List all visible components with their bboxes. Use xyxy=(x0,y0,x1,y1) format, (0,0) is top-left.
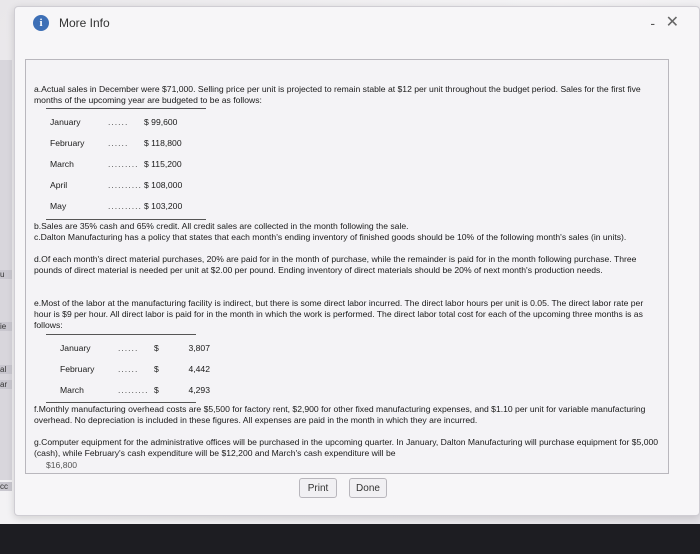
table-row xyxy=(60,338,210,359)
more-info-dialog xyxy=(14,6,700,516)
divider xyxy=(46,219,206,220)
table-row xyxy=(60,359,210,380)
sales-month: April xyxy=(50,180,68,190)
background-fragment: ie xyxy=(0,322,12,331)
table-row xyxy=(50,196,214,217)
leader-dots: ......... xyxy=(108,159,139,169)
item-a-text: a.Actual sales in December were $71,000. Selling price per unit is projected to remain stable at $12 per unit throughout the budget period. Sales for the first five months of the upcoming year are budgeted to be as follows: xyxy=(34,84,641,105)
taskbar xyxy=(0,524,700,554)
dialog-titlebar xyxy=(15,7,699,39)
sales-amount: $ 99,600 xyxy=(144,117,178,127)
item-d-text: d.Of each month's direct material purchases, 20% are paid for in the month of purchase, while the remainder is paid for in the month following purchase. Three pounds of direct material is needed per unit at $2.00 per pound. Ending inventory of direct materials should be 20% of next month's production needs. xyxy=(34,254,637,275)
background-fragment: ar xyxy=(0,380,12,389)
background-fragment: u xyxy=(0,270,12,279)
background-fragment: cc xyxy=(0,482,12,491)
minimize-button[interactable]: - xyxy=(650,15,655,31)
sales-month: February xyxy=(50,138,85,148)
table-row xyxy=(50,133,214,154)
leader-dots: .......... xyxy=(108,201,142,211)
labor-table xyxy=(60,338,210,401)
leader-dots: .......... xyxy=(108,180,142,190)
labor-amount: 3,807 xyxy=(188,343,210,353)
divider xyxy=(46,402,196,403)
sales-amount: $ 108,000 xyxy=(144,180,183,190)
labor-currency: $ xyxy=(154,364,159,374)
item-c-text: c.Dalton Manufacturing has a policy that states that each month's ending inventory of finished goods should be 10% of the following month's sales (in units). xyxy=(34,232,627,242)
labor-currency: $ xyxy=(154,343,159,353)
table-row xyxy=(50,112,214,133)
table-row xyxy=(60,380,210,401)
item-g-cut-text: $16,800 xyxy=(46,460,78,470)
labor-month: January xyxy=(60,343,91,353)
labor-month: February xyxy=(60,364,95,374)
leader-dots: ...... xyxy=(108,117,129,127)
item-e-text: e.Most of the labor at the manufacturing facility is indirect, but there is some direct labor incurred. The direct labor hours per unit is 0.05. The direct labor rate per hour is $9 per hour. All direct labor is paid for in the month in which the work is performed. The direct labor total cost for each of the upcoming three months is as follows: xyxy=(34,298,644,330)
dialog-title: More Info xyxy=(59,16,110,30)
divider xyxy=(46,334,196,335)
table-row xyxy=(50,154,214,175)
item-g-text: g.Computer equipment for the administrative offices will be purchased in the upcoming quarter. In January, Dalton Manufacturing will purchase equipment for $5,000 (cash), while February's cash expenditure will be $12,200 and March's cash expenditure will be xyxy=(34,437,659,458)
background-fragment: al xyxy=(0,365,12,374)
sales-month: May xyxy=(50,201,67,211)
sales-month: January xyxy=(50,117,81,127)
sales-amount: $ 103,200 xyxy=(144,201,183,211)
leader-dots: ...... xyxy=(108,138,129,148)
background-window-strip xyxy=(0,60,12,491)
divider xyxy=(46,108,206,109)
info-content-panel[interactable] xyxy=(25,59,669,474)
leader-dots: ...... xyxy=(118,364,139,374)
leader-dots: ......... xyxy=(118,385,149,395)
sales-amount: $ 115,200 xyxy=(144,159,182,169)
sales-table xyxy=(50,112,214,217)
table-row xyxy=(50,175,214,196)
print-button[interactable]: Print xyxy=(299,478,337,498)
labor-amount: 4,442 xyxy=(188,364,210,374)
labor-currency: $ xyxy=(154,385,159,395)
close-button[interactable]: ✕ xyxy=(665,14,679,31)
labor-amount: 4,293 xyxy=(188,385,210,395)
leader-dots: ...... xyxy=(118,343,139,353)
done-button[interactable]: Done xyxy=(349,478,387,498)
sales-month: March xyxy=(50,159,74,169)
info-icon: i xyxy=(33,15,49,31)
sales-amount: $ 118,800 xyxy=(144,138,182,148)
item-f-text: f.Monthly manufacturing overhead costs are $5,500 for factory rent, $2,900 for other fixed manufacturing expenses, and $1.10 per unit for variable manufacturing overhead. No depreciation is included in these figures. All expenses are paid in the month in which they are incurred. xyxy=(34,404,646,425)
labor-month: March xyxy=(60,385,84,395)
item-b-text: b.Sales are 35% cash and 65% credit. All credit sales are collected in the month following the sale. xyxy=(34,221,409,231)
